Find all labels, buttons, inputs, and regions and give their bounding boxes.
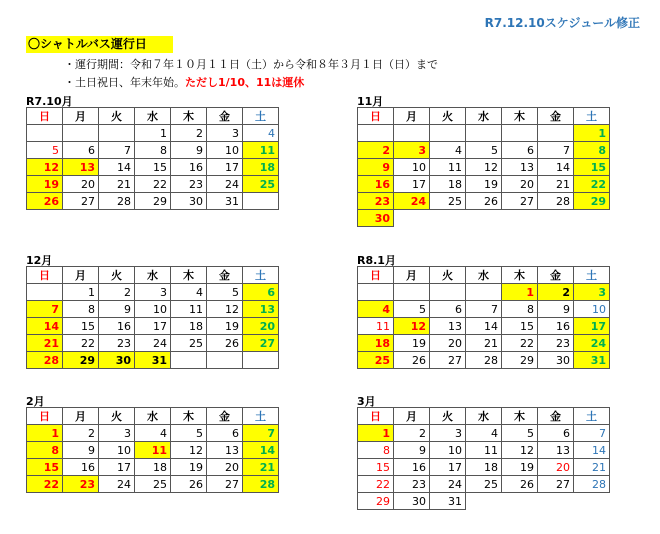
- day-cell: 30: [538, 352, 574, 369]
- day-cell: 18: [243, 159, 279, 176]
- day-cell: 21: [466, 335, 502, 352]
- day-cell: 21: [99, 176, 135, 193]
- day-cell: 24: [135, 335, 171, 352]
- week-row: [27, 193, 279, 210]
- day-cell: 15: [27, 459, 63, 476]
- weekday-header: [27, 408, 279, 425]
- day-cell: [207, 352, 243, 369]
- day-cell: 25: [466, 476, 502, 493]
- week-row: [27, 352, 279, 369]
- weekday-cell: 水: [135, 267, 171, 284]
- day-cell: 28: [538, 193, 574, 210]
- day-cell: 19: [171, 459, 207, 476]
- week-row: [358, 284, 610, 301]
- day-cell: 23: [171, 176, 207, 193]
- day-cell: 8: [135, 142, 171, 159]
- weekday-cell: 木: [171, 408, 207, 425]
- week-row: [27, 425, 279, 442]
- day-cell: 2: [171, 125, 207, 142]
- day-cell: 5: [207, 284, 243, 301]
- day-cell: 17: [135, 318, 171, 335]
- weekday-cell: 水: [135, 408, 171, 425]
- weekday-cell: 土: [243, 108, 279, 125]
- weekday-cell: 土: [574, 267, 610, 284]
- day-cell: 27: [207, 476, 243, 493]
- day-cell: 15: [502, 318, 538, 335]
- day-cell: 18: [171, 318, 207, 335]
- day-cell: 19: [502, 459, 538, 476]
- day-cell: 28: [243, 476, 279, 493]
- day-cell: 9: [538, 301, 574, 318]
- day-cell: 7: [99, 142, 135, 159]
- day-cell: 18: [135, 459, 171, 476]
- day-cell: 30: [171, 193, 207, 210]
- day-cell: 5: [502, 425, 538, 442]
- day-cell: 7: [243, 425, 279, 442]
- day-cell: 13: [502, 159, 538, 176]
- day-cell: 20: [207, 459, 243, 476]
- weekday-cell: 木: [502, 267, 538, 284]
- day-cell: 28: [574, 476, 610, 493]
- day-cell: [243, 352, 279, 369]
- day-cell: 7: [574, 425, 610, 442]
- day-cell: 1: [502, 284, 538, 301]
- weekday-cell: 木: [171, 108, 207, 125]
- day-cell: 11: [430, 159, 466, 176]
- day-cell: 14: [243, 442, 279, 459]
- day-cell: 18: [466, 459, 502, 476]
- week-row: [27, 284, 279, 301]
- day-cell: 21: [27, 335, 63, 352]
- day-cell: 4: [135, 425, 171, 442]
- weekday-cell: 土: [574, 108, 610, 125]
- day-cell: 10: [430, 442, 466, 459]
- month-calendar: [357, 107, 610, 227]
- day-cell: 29: [63, 352, 99, 369]
- day-cell: 3: [394, 142, 430, 159]
- day-cell: 29: [574, 193, 610, 210]
- weekday-cell: 金: [207, 108, 243, 125]
- day-cell: 3: [574, 284, 610, 301]
- day-cell: 24: [430, 476, 466, 493]
- weekday-cell: 日: [358, 108, 394, 125]
- day-cell: 11: [135, 442, 171, 459]
- weekday-cell: 火: [99, 108, 135, 125]
- week-row: [358, 352, 610, 369]
- day-cell: 20: [243, 318, 279, 335]
- weekday-cell: 金: [207, 408, 243, 425]
- week-row: [358, 142, 610, 159]
- day-cell: 19: [394, 335, 430, 352]
- weekday-cell: 日: [358, 408, 394, 425]
- weekday-header: [358, 267, 610, 284]
- month-calendar: [26, 107, 279, 210]
- week-row: [358, 318, 610, 335]
- day-cell: 1: [574, 125, 610, 142]
- day-cell: [358, 125, 394, 142]
- day-cell: 7: [538, 142, 574, 159]
- day-cell: 3: [207, 125, 243, 142]
- day-cell: 22: [27, 476, 63, 493]
- day-cell: 5: [27, 142, 63, 159]
- day-cell: 22: [574, 176, 610, 193]
- day-cell: 13: [207, 442, 243, 459]
- day-cell: 23: [63, 476, 99, 493]
- weekday-cell: 日: [27, 408, 63, 425]
- day-cell: 25: [171, 335, 207, 352]
- weekday-cell: 月: [394, 408, 430, 425]
- day-cell: 16: [63, 459, 99, 476]
- day-cell: 4: [466, 425, 502, 442]
- day-cell: 20: [502, 176, 538, 193]
- day-cell: 6: [207, 425, 243, 442]
- day-cell: 27: [243, 335, 279, 352]
- weekday-cell: 火: [430, 267, 466, 284]
- day-cell: 9: [394, 442, 430, 459]
- weekday-cell: 火: [99, 408, 135, 425]
- day-cell: 7: [27, 301, 63, 318]
- month-label: 11月: [357, 95, 384, 108]
- day-cell: 20: [63, 176, 99, 193]
- weekday-header: [27, 108, 279, 125]
- day-cell: 10: [135, 301, 171, 318]
- day-cell: 2: [99, 284, 135, 301]
- week-row: [358, 193, 610, 210]
- month-label: R8.1月: [357, 254, 396, 267]
- weekday-cell: 月: [394, 267, 430, 284]
- weekday-cell: 日: [27, 267, 63, 284]
- weekday-cell: 火: [430, 108, 466, 125]
- month-calendar: [26, 407, 279, 493]
- weekday-cell: 月: [63, 267, 99, 284]
- day-cell: [243, 193, 279, 210]
- day-cell: 30: [394, 493, 430, 510]
- month-calendar: [357, 266, 610, 369]
- day-cell: 6: [243, 284, 279, 301]
- week-row: [358, 159, 610, 176]
- day-cell: [466, 284, 502, 301]
- day-cell: 4: [171, 284, 207, 301]
- week-row: [358, 125, 610, 142]
- day-cell: 12: [207, 301, 243, 318]
- day-cell: [538, 125, 574, 142]
- day-cell: [27, 284, 63, 301]
- day-cell: 14: [574, 442, 610, 459]
- day-cell: [358, 284, 394, 301]
- day-cell: 26: [207, 335, 243, 352]
- day-cell: [466, 125, 502, 142]
- day-cell: 18: [358, 335, 394, 352]
- weekday-cell: 金: [538, 408, 574, 425]
- weekday-cell: 水: [466, 108, 502, 125]
- day-cell: 12: [27, 159, 63, 176]
- weekday-cell: 火: [99, 267, 135, 284]
- day-cell: 17: [574, 318, 610, 335]
- day-cell: 8: [63, 301, 99, 318]
- day-cell: 8: [358, 442, 394, 459]
- day-cell: 29: [135, 193, 171, 210]
- day-cell: 21: [574, 459, 610, 476]
- weekday-header: [358, 108, 610, 125]
- day-cell: [430, 284, 466, 301]
- weekday-cell: 月: [63, 408, 99, 425]
- day-cell: 28: [99, 193, 135, 210]
- day-cell: 15: [574, 159, 610, 176]
- weekday-cell: 土: [243, 408, 279, 425]
- day-cell: [430, 125, 466, 142]
- weekday-cell: 金: [538, 267, 574, 284]
- day-cell: 18: [430, 176, 466, 193]
- weekday-cell: 水: [466, 408, 502, 425]
- day-cell: 14: [538, 159, 574, 176]
- week-row: [27, 442, 279, 459]
- day-cell: 2: [63, 425, 99, 442]
- day-cell: 16: [171, 159, 207, 176]
- day-cell: 13: [430, 318, 466, 335]
- day-cell: 26: [394, 352, 430, 369]
- day-cell: 27: [538, 476, 574, 493]
- day-cell: 26: [466, 193, 502, 210]
- day-cell: 5: [466, 142, 502, 159]
- day-cell: 11: [243, 142, 279, 159]
- day-cell: 24: [574, 335, 610, 352]
- operation-days-text: ・土日祝日、年末年始。: [64, 76, 185, 89]
- day-cell: 19: [27, 176, 63, 193]
- day-cell: 8: [27, 442, 63, 459]
- day-cell: 3: [430, 425, 466, 442]
- day-cell: 6: [538, 425, 574, 442]
- weekday-header: [27, 267, 279, 284]
- page-title: 〇シャトルバス運行日: [26, 36, 173, 53]
- month-label: 2月: [26, 395, 45, 408]
- week-row: [358, 493, 610, 510]
- weekday-cell: 金: [538, 108, 574, 125]
- week-row: [27, 301, 279, 318]
- day-cell: 21: [538, 176, 574, 193]
- weekday-cell: 木: [171, 267, 207, 284]
- weekday-cell: 金: [207, 267, 243, 284]
- operation-days: [64, 74, 304, 90]
- month-label: 3月: [357, 395, 376, 408]
- day-cell: 8: [502, 301, 538, 318]
- day-cell: 31: [430, 493, 466, 510]
- month-calendar: [357, 407, 610, 510]
- day-cell: 26: [502, 476, 538, 493]
- day-cell: [99, 125, 135, 142]
- day-cell: 3: [135, 284, 171, 301]
- day-cell: 15: [135, 159, 171, 176]
- week-row: [358, 176, 610, 193]
- day-cell: [502, 125, 538, 142]
- day-cell: 26: [171, 476, 207, 493]
- day-cell: 17: [394, 176, 430, 193]
- day-cell: 25: [358, 352, 394, 369]
- week-row: [27, 459, 279, 476]
- week-row: [27, 476, 279, 493]
- day-cell: 6: [502, 142, 538, 159]
- day-cell: 6: [430, 301, 466, 318]
- day-cell: 30: [99, 352, 135, 369]
- weekday-cell: 月: [394, 108, 430, 125]
- day-cell: 10: [207, 142, 243, 159]
- weekday-cell: 火: [430, 408, 466, 425]
- day-cell: 20: [538, 459, 574, 476]
- day-cell: 4: [430, 142, 466, 159]
- weekday-cell: 土: [243, 267, 279, 284]
- day-cell: 17: [99, 459, 135, 476]
- day-cell: 16: [358, 176, 394, 193]
- day-cell: 25: [243, 176, 279, 193]
- day-cell: 19: [466, 176, 502, 193]
- day-cell: 5: [171, 425, 207, 442]
- weekday-cell: 土: [574, 408, 610, 425]
- month-calendar: [26, 266, 279, 369]
- day-cell: 2: [394, 425, 430, 442]
- week-row: [27, 159, 279, 176]
- revision-note: R7.12.10スケジュール修正: [484, 16, 640, 30]
- day-cell: 24: [99, 476, 135, 493]
- day-cell: [394, 284, 430, 301]
- day-cell: 22: [502, 335, 538, 352]
- week-row: [27, 335, 279, 352]
- day-cell: 14: [99, 159, 135, 176]
- day-cell: 14: [27, 318, 63, 335]
- day-cell: 22: [63, 335, 99, 352]
- day-cell: 27: [430, 352, 466, 369]
- day-cell: 22: [135, 176, 171, 193]
- day-cell: [394, 125, 430, 142]
- week-row: [358, 425, 610, 442]
- day-cell: 24: [394, 193, 430, 210]
- week-row: [358, 459, 610, 476]
- day-cell: 29: [358, 493, 394, 510]
- day-cell: 1: [135, 125, 171, 142]
- day-cell: 11: [358, 318, 394, 335]
- day-cell: 7: [466, 301, 502, 318]
- day-cell: 2: [358, 142, 394, 159]
- weekday-cell: 木: [502, 408, 538, 425]
- week-row: [358, 301, 610, 318]
- day-cell: [63, 125, 99, 142]
- day-cell: 4: [358, 301, 394, 318]
- day-cell: 9: [63, 442, 99, 459]
- day-cell: 12: [466, 159, 502, 176]
- day-cell: 4: [243, 125, 279, 142]
- week-row: [27, 176, 279, 193]
- day-cell: 10: [394, 159, 430, 176]
- day-cell: 23: [394, 476, 430, 493]
- day-cell: 12: [394, 318, 430, 335]
- suspension-note: ただし1/10、11は運休: [185, 76, 305, 89]
- day-cell: 31: [207, 193, 243, 210]
- day-cell: 2: [538, 284, 574, 301]
- day-cell: 25: [135, 476, 171, 493]
- weekday-cell: 月: [63, 108, 99, 125]
- day-cell: 12: [171, 442, 207, 459]
- week-row: [27, 142, 279, 159]
- day-cell: 11: [171, 301, 207, 318]
- day-cell: 1: [27, 425, 63, 442]
- day-cell: 1: [358, 425, 394, 442]
- month-label: R7.10月: [26, 95, 73, 108]
- day-cell: 23: [538, 335, 574, 352]
- day-cell: 27: [63, 193, 99, 210]
- week-row: [358, 442, 610, 459]
- day-cell: 11: [466, 442, 502, 459]
- day-cell: 3: [99, 425, 135, 442]
- weekday-cell: 日: [27, 108, 63, 125]
- day-cell: 25: [430, 193, 466, 210]
- day-cell: 23: [358, 193, 394, 210]
- day-cell: 13: [63, 159, 99, 176]
- day-cell: 5: [394, 301, 430, 318]
- month-label: 12月: [26, 254, 53, 267]
- week-row: [27, 318, 279, 335]
- day-cell: 9: [358, 159, 394, 176]
- day-cell: 31: [135, 352, 171, 369]
- day-cell: 12: [502, 442, 538, 459]
- day-cell: 30: [358, 210, 394, 227]
- day-cell: 24: [207, 176, 243, 193]
- day-cell: 21: [243, 459, 279, 476]
- day-cell: [171, 352, 207, 369]
- day-cell: 31: [574, 352, 610, 369]
- day-cell: 9: [99, 301, 135, 318]
- day-cell: 10: [574, 301, 610, 318]
- day-cell: 22: [358, 476, 394, 493]
- day-cell: 28: [27, 352, 63, 369]
- day-cell: 15: [358, 459, 394, 476]
- weekday-cell: 日: [358, 267, 394, 284]
- operation-period: ・運行期間：令和７年１０月１１日（土）から令和８年３月１日（日）まで: [64, 58, 438, 71]
- day-cell: 23: [99, 335, 135, 352]
- day-cell: 10: [99, 442, 135, 459]
- weekday-cell: 水: [135, 108, 171, 125]
- week-row: [358, 210, 610, 227]
- day-cell: 8: [574, 142, 610, 159]
- day-cell: 28: [466, 352, 502, 369]
- day-cell: 6: [63, 142, 99, 159]
- week-row: [27, 125, 279, 142]
- day-cell: 1: [63, 284, 99, 301]
- day-cell: 13: [243, 301, 279, 318]
- day-cell: 13: [538, 442, 574, 459]
- day-cell: 15: [63, 318, 99, 335]
- day-cell: 26: [27, 193, 63, 210]
- day-cell: 9: [171, 142, 207, 159]
- day-cell: 14: [466, 318, 502, 335]
- weekday-header: [358, 408, 610, 425]
- weekday-cell: 木: [502, 108, 538, 125]
- day-cell: 27: [502, 193, 538, 210]
- day-cell: [27, 125, 63, 142]
- week-row: [358, 335, 610, 352]
- day-cell: 16: [538, 318, 574, 335]
- week-row: [358, 476, 610, 493]
- day-cell: 16: [99, 318, 135, 335]
- day-cell: 17: [207, 159, 243, 176]
- day-cell: 19: [207, 318, 243, 335]
- day-cell: 16: [394, 459, 430, 476]
- weekday-cell: 水: [466, 267, 502, 284]
- day-cell: 20: [430, 335, 466, 352]
- day-cell: 29: [502, 352, 538, 369]
- day-cell: 17: [430, 459, 466, 476]
